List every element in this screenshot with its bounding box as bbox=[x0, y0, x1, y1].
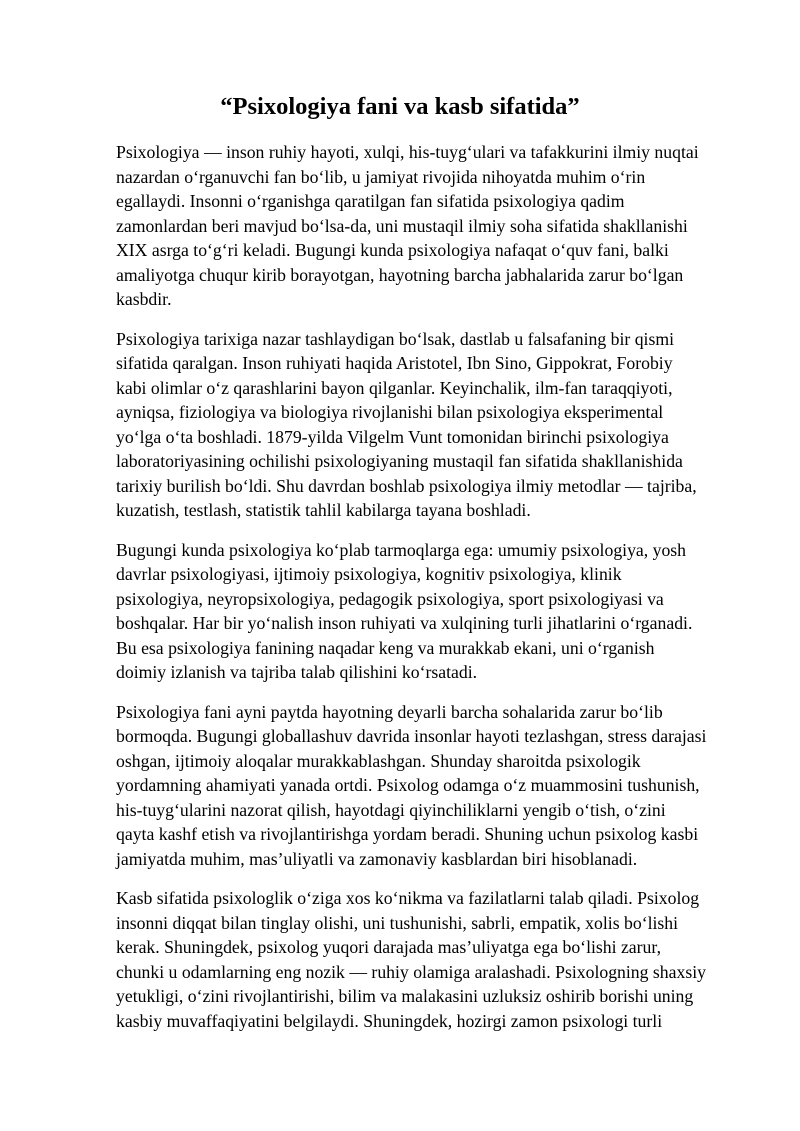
paragraph-2 bbox=[116, 327, 746, 523]
text-line: zamonlardan beri mavjud bo‘lsa-da, uni mustaqil ilmiy soha sifatida shakllanishi bbox=[116, 215, 688, 236]
text-line: kerak. Shuningdek, psixolog yuqori darajada mas’uliyatga ega bo‘lishi zarur, bbox=[116, 937, 661, 957]
text-line: Bu esa psixologiya fanining naqadar keng va murakkab ekani, uni o‘rganish bbox=[116, 637, 655, 658]
text-line: psixologiya, neyropsixologiya, pedagogik psixologiya, sport psixologiyasi va bbox=[116, 588, 664, 609]
text-line: kasbdir. bbox=[116, 289, 172, 309]
text-line: davrlar psixologiyasi, ijtimoiy psixologiya, kognitiv psixologiya, klinik bbox=[116, 564, 622, 584]
text-line: XIX asrga to‘g‘ri keladi. Bugungi kunda psixologiya nafaqat o‘quv fani, balki bbox=[116, 240, 669, 260]
text-line: sifatida qaralgan. Inson ruhiyati haqida Aristotel, Ibn Sino, Gippokrat, Forobiy bbox=[116, 353, 673, 373]
text-line: qayta kashf etish va rivojlantirishga yordam beradi. Shuning uchun psixolog kasbi bbox=[116, 824, 699, 844]
text-line: amaliyotga chuqur kirib borayotgan, hayotning barcha jabhalarida zarur bo‘lgan bbox=[116, 264, 684, 285]
text-line: Psixologiya fani ayni paytda hayotning deyarli barcha sohalarida zarur bo‘lib bbox=[116, 701, 663, 722]
text-line: tarixiy burilish bo‘ldi. Shu davrdan boshlab psixologiya ilmiy metodlar — tajriba, bbox=[116, 475, 697, 496]
document-body bbox=[116, 140, 746, 1048]
text-line: nazardan o‘rganuvchi fan bo‘lib, u jamiyat rivojida nihoyatda muhim o‘rin bbox=[116, 166, 646, 187]
text-line: Bugungi kunda psixologiya ko‘plab tarmoqlarga ega: umumiy psixologiya, yosh bbox=[116, 539, 687, 560]
document-title: “Psixologiya fani va kasb sifatida” bbox=[220, 93, 580, 120]
paragraph-1 bbox=[116, 140, 746, 312]
text-line: yetukligi, o‘zini rivojlantirishi, bilim va malakasini uzluksiz oshirib borishi uning bbox=[116, 986, 694, 1006]
text-line: yo‘lga o‘ta boshladi. 1879-yilda Vilgelm Vunt tomonidan birinchi psixologiya bbox=[116, 426, 669, 447]
text-line: Kasb sifatida psixologlik o‘ziga xos ko‘nikma va fazilatlarni talab qiladi. Psixolog bbox=[116, 888, 700, 908]
text-line: chunki u odamlarning eng nozik — ruhiy olamiga aralashadi. Psixologning shaxsiy bbox=[116, 961, 706, 982]
text-line: Psixologiya tarixiga nazar tashlaydigan bo‘lsak, dastlab u falsafaning bir qismi bbox=[116, 328, 675, 349]
text-line: jamiyatda muhim, mas’uliyatli va zamonaviy kasblardan biri hisoblanadi. bbox=[116, 848, 638, 869]
text-line: oshgan, ijtimoiy aloqalar murakkablashgan. Shunday sharoitda psixologik bbox=[116, 750, 641, 771]
text-line: kasbiy muvaffaqiyatini belgilaydi. Shuningdek, hozirgi zamon psixologi turli bbox=[116, 1010, 663, 1031]
text-line: his-tuyg‘ularini nazorat qilish, hayotdagi qiyinchiliklarni yengib o‘tish, o‘zini bbox=[116, 799, 666, 820]
text-line: yordamning ahamiyati yanada ortdi. Psixolog odamga o‘z muammosini tushunish, bbox=[116, 775, 700, 795]
text-line: ayniqsa, fiziologiya va biologiya rivojlanishi bilan psixologiya eksperimental bbox=[116, 402, 664, 422]
text-line: kabi olimlar o‘z qarashlarini bayon qilganlar. Keyinchalik, ilm-fan taraqqiyoti, bbox=[116, 377, 673, 398]
paragraph-4 bbox=[116, 700, 746, 872]
text-line: kuzatish, testlash, statistik tahlil kabilarga tayana boshladi. bbox=[116, 500, 531, 520]
text-line: Psixologiya — inson ruhiy hayoti, xulqi, his-tuyg‘ulari va tafakkurini ilmiy nuqtai bbox=[116, 142, 699, 162]
text-line: laboratoriyasining ochilishi psixologiyaning mustaqil fan sifatida shakllanishida bbox=[116, 451, 683, 471]
paragraph-5 bbox=[116, 886, 746, 1033]
paragraph-3 bbox=[116, 538, 746, 685]
text-line: egallaydi. Insonni o‘rganishga qaratilgan fan sifatida psixologiya qadim bbox=[116, 191, 625, 211]
text-line: insonni diqqat bilan tinglay olishi, uni tushunishi, sabrli, empatik, xolis bo‘lishi bbox=[116, 912, 679, 933]
text-line: boshqalar. Har bir yo‘nalish inson ruhiyati va xulqining turli jihatlarini o‘rganadi. bbox=[116, 613, 693, 633]
text-line: doimiy izlanish va tajriba talab qilishini ko‘rsatadi. bbox=[116, 662, 478, 682]
text-line: bormoqda. Bugungi globallashuv davrida insonlar hayoti tezlashgan, stress darajasi bbox=[116, 726, 707, 746]
